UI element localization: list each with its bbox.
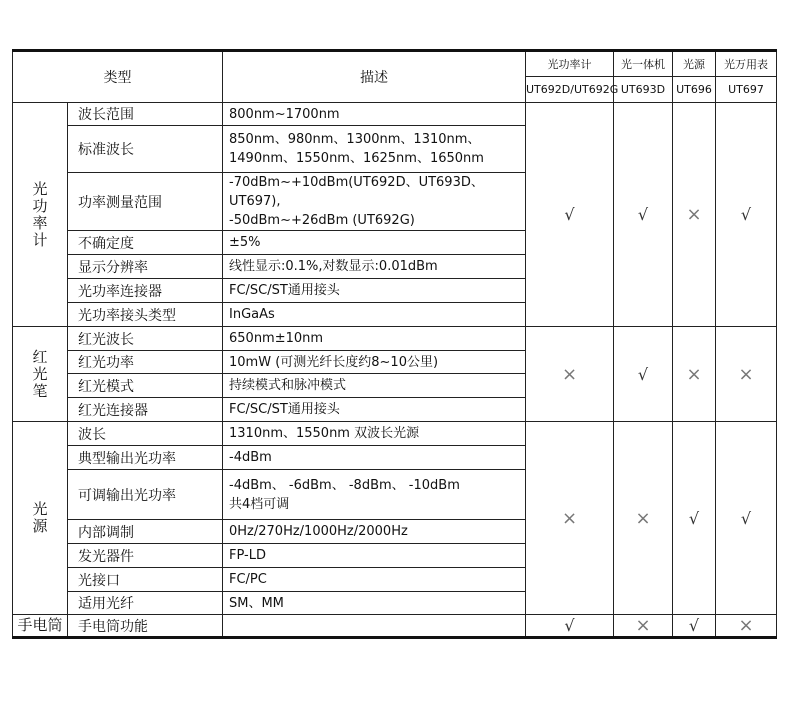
spec-item: 光功率连接器 xyxy=(68,279,223,303)
spec-table xyxy=(12,49,777,639)
spec-item: 显示分辨率 xyxy=(68,255,223,279)
spec-description: 1310nm、1550nm 双波长光源 xyxy=(223,422,526,446)
spec-item: 红光连接器 xyxy=(68,398,223,422)
category-label: 红光笔 xyxy=(32,347,48,400)
category-cell xyxy=(13,422,68,615)
product-model-header: UT697 xyxy=(716,77,777,103)
unsupported-mark: × xyxy=(673,103,716,327)
category-cell xyxy=(13,327,68,422)
unsupported-mark: × xyxy=(716,615,777,638)
spec-item: 标准波长 xyxy=(68,126,223,173)
spec-description: 0Hz/270Hz/1000Hz/2000Hz xyxy=(223,520,526,544)
spec-description: -4dBm xyxy=(223,446,526,470)
spec-item: 波长范围 xyxy=(68,103,223,126)
unsupported-mark: × xyxy=(716,327,777,422)
supported-mark: √ xyxy=(614,103,673,327)
table-row xyxy=(13,422,777,446)
supported-mark: √ xyxy=(716,103,777,327)
spec-item: 红光功率 xyxy=(68,351,223,374)
spec-item: 发光器件 xyxy=(68,544,223,568)
table-row xyxy=(13,103,777,126)
category-cell xyxy=(13,103,68,327)
spec-item: 波长 xyxy=(68,422,223,446)
spec-description: 线性显示:0.1%,对数显示:0.01dBm xyxy=(223,255,526,279)
supported-mark: √ xyxy=(673,422,716,615)
unsupported-mark: × xyxy=(614,615,673,638)
type-header: 类型 xyxy=(13,51,223,103)
supported-mark: √ xyxy=(673,615,716,638)
product-name-header: 光源 xyxy=(673,51,716,77)
unsupported-mark: × xyxy=(526,327,614,422)
table-row xyxy=(13,327,777,351)
table-row xyxy=(13,615,777,638)
spec-item: 红光波长 xyxy=(68,327,223,351)
product-model-header: UT693D xyxy=(614,77,673,103)
supported-mark: √ xyxy=(526,615,614,638)
spec-description: SM、MM xyxy=(223,592,526,615)
product-model-header: UT692D/UT692G xyxy=(526,77,614,103)
spec-item: 适用光纤 xyxy=(68,592,223,615)
spec-description xyxy=(223,615,526,638)
spec-description: -4dBm、 -6dBm、 -8dBm、 -10dBm 共4档可调 xyxy=(223,470,526,520)
product-name-header: 光万用表 xyxy=(716,51,777,77)
description-header: 描述 xyxy=(223,51,526,103)
spec-description: FC/PC xyxy=(223,568,526,592)
spec-description: 650nm±10nm xyxy=(223,327,526,351)
spec-description: 10mW (可测光纤长度约8~10公里) xyxy=(223,351,526,374)
spec-description: FC/SC/ST通用接头 xyxy=(223,398,526,422)
unsupported-mark: × xyxy=(673,327,716,422)
spec-item: 典型输出光功率 xyxy=(68,446,223,470)
product-model-header: UT696 xyxy=(673,77,716,103)
unsupported-mark: × xyxy=(614,422,673,615)
product-name-header: 光功率计 xyxy=(526,51,614,77)
supported-mark: √ xyxy=(614,327,673,422)
spec-item: 内部调制 xyxy=(68,520,223,544)
spec-item: 不确定度 xyxy=(68,231,223,255)
spec-item: 光功率接头类型 xyxy=(68,303,223,327)
spec-description: 持续模式和脉冲模式 xyxy=(223,374,526,398)
spec-description: 800nm~1700nm xyxy=(223,103,526,126)
supported-mark: √ xyxy=(526,103,614,327)
spec-item: 可调输出光功率 xyxy=(68,470,223,520)
spec-item: 功率测量范围 xyxy=(68,173,223,231)
category-cell xyxy=(13,615,68,638)
category-label: 光源 xyxy=(32,500,48,535)
spec-description: ±5% xyxy=(223,231,526,255)
supported-mark: √ xyxy=(716,422,777,615)
spec-description: -70dBm~+10dBm(UT692D、UT693D、UT697), -50dBm~+26dBm (UT692G) xyxy=(223,173,526,231)
spec-item: 手电筒功能 xyxy=(68,615,223,638)
spec-item: 红光模式 xyxy=(68,374,223,398)
category-label: 光功率计 xyxy=(32,179,48,249)
spec-description: FP-LD xyxy=(223,544,526,568)
spec-description: FC/SC/ST通用接头 xyxy=(223,279,526,303)
spec-description: InGaAs xyxy=(223,303,526,327)
category-label: 手电筒 xyxy=(17,616,63,634)
product-name-header: 光一体机 xyxy=(614,51,673,77)
spec-item: 光接口 xyxy=(68,568,223,592)
unsupported-mark: × xyxy=(526,422,614,615)
spec-description: 850nm、980nm、1300nm、1310nm、 1490nm、1550nm、1625nm、1650nm xyxy=(223,126,526,173)
